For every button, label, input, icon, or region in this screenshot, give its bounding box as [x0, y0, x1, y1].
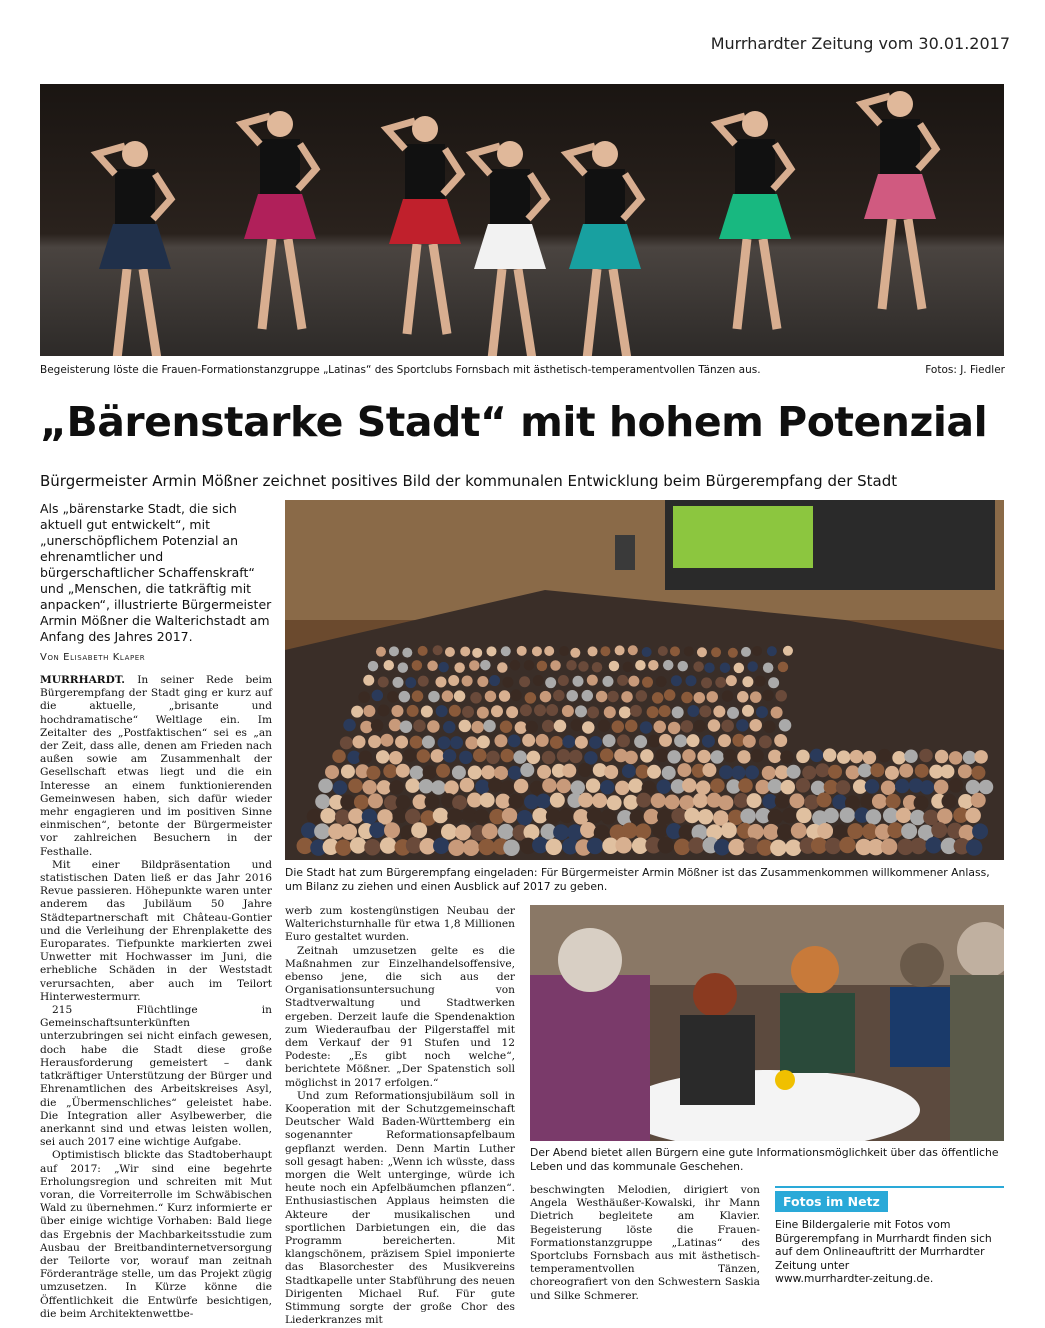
hall-photo: [285, 500, 1004, 860]
paragraph-text: In seiner Rede beim Bürgerempfang der Stadt ging er kurz auf die aktuelle, „brisante und hochdramatische“ Weltlage ein. Im Zeitalter des „Postfaktischen“ sei es „an der Zeit, dass alle, denen am Frieden nach außen sowie am Zusammenhalt der Gesellschaft etwas liegt und die ein Interesse an einem funktionierenden Gemeinwesen haben, sich dafür wieder mehr engagieren und im positiven Sinne einmischen“, betonte der Bürgermeister vor zahlreichen Besuchern in der Festhalle.: [40, 674, 272, 858]
dance-photo-image: [40, 84, 1004, 356]
photo-credit: Fotos: J. Fiedler: [925, 364, 1005, 376]
paragraph: 215 Flüchtlinge in Gemeinschaftsunterkünften unterzubringen sei nicht einfach gewesen, doch habe die Stadt diese große Herausforderung gemeistert – dank tatkräftiger Unterstützung der Bürger und Ehrenamtlichen des Arbeitskreises Asyl, die „Übermenschliches“ geleistet habe. Die Integration aller Asylbewerber, die anerkannt sind und etwas leisten wollen, sei auch 2017 eine wichtige Aufgabe.: [40, 1004, 272, 1149]
masthead-paper: Murrhardter Zeitung vom: [710, 34, 914, 53]
dance-photo: [40, 84, 1004, 356]
article-column-1: [40, 674, 272, 1321]
paragraph: Und zum Reformationsjubiläum soll in Kooperation mit der Schutzgemeinschaft Deutscher Wald Baden-Württemberg ein sogenannter Reformationsapfelbaum gepflanzt werden. Denn Martin Luther soll gesagt haben: „Wenn ich wüsste, dass morgen die Welt unterginge, würde ich heute noch ein Apfelbäumchen pflanzen“. Enthusiastischen Applaus heimsten die Akteure der musikalischen und sportlichen Darbietungen ein, die das Programm bereicherten. Mit klangschönem, präzisem Spiel imponierte das Blasorchester des Musikvereins Stadtkapelle unter Stabführung des neuen Dirigenten Michael Ruf. Für gute Stimmung sorgte der große Chor des Liederkranzes mit: [285, 1089, 515, 1327]
lead-paragraph: Als „bärenstarke Stadt, die sich aktuell gut entwickelt“, mit „unerschöpflichem Potenzial an ehrenamtlicher und bürgerschaftlicher Schaffenskraft“ und „Menschen, die tatkräftig mit anpacken“, illustrierte Bürgermeister Armin Mößner die Walterichstadt am Anfang des Jahres 2017.: [40, 501, 272, 644]
subheadline: Bürgermeister Armin Mößner zeichnet positives Bild der kommunalen Entwicklung beim Bürgerempfang der Stadt: [40, 472, 898, 490]
paragraph: werb zum kostengünstigen Neubau der Walterichsturnhalle für etwa 1,8 Millionen Euro gestaltet wurden.: [285, 905, 515, 944]
dance-photo-caption: Begeisterung löste die Frauen-Formationstanzgruppe „Latinas“ des Sportclubs Fornsbach mit ästhetisch-temperamentvollen Tänzen aus.: [40, 364, 761, 376]
paragraph: Optimistisch blickte das Stadtoberhaupt auf 2017: „Wir sind eine begehrte Erholungsregion und schreiten mit Mut voran, die Vorreiterrolle im Schwäbischen Wald zu übernehmen.“ Kurz informierte er über einige wichtige Vorhaben: Bald liege das Ergebnis der Machbarkeitsstudie zum Ausbau der Breitbandinternetversorgung der Teilorte vor, worauf man zeitnah Förderanträge stelle, um das Projekt zügig umzusetzen. In Kürze könne die Öffentlichkeit die Entwürfe besichtigen, die beim Architektenwettbe-: [40, 1149, 272, 1320]
headline: „Bärenstarke Stadt“ mit hohem Potenzial: [40, 398, 988, 446]
paragraph: Mit einer Bildpräsentation und statistischen Daten ließ er das Jahr 2016 Revue passieren. Höhepunkte waren unter anderem das Jubiläum 50 Jahre Städtepartnerschaft mit Château-Gontier und die Verleihung der Ehrenplakette des Europarates. Tiefpunkte markierten zwei Unwetter mit Hochwasser im Juni, die erhebliche Schäden in der Weststadt verursachten, aber auch im Teilort Hinterwestermurr.: [40, 858, 272, 1003]
paragraph: [40, 674, 272, 859]
info-box-text: Eine Bildergalerie mit Fotos vom Bürgerempfang in Murrhardt finden sich auf dem Onlineauftritt der Murrhardter Zeitung unter: [775, 1218, 992, 1272]
reception-photo: [530, 905, 1004, 1141]
info-box-title: Fotos im Netz: [775, 1191, 888, 1212]
article-column-3: [530, 1184, 760, 1303]
info-box: [775, 1186, 1004, 1286]
info-box-url[interactable]: www.murrhardter-zeitung.de.: [775, 1272, 934, 1285]
hall-photo-image: [285, 500, 1004, 860]
hall-photo-caption: Die Stadt hat zum Bürgerempfang eingeladen: Für Bürgermeister Armin Mößner ist das Zusammenkommen willkommener Anlass, um Bilanz zu ziehen und einen Ausblick auf 2017 zu geben.: [285, 866, 990, 893]
masthead: [680, 34, 1010, 53]
paragraph: Zeitnah umzusetzen gelte es die Maßnahmen zur Einzelhandelsoffensive, ebenso jene, die sich aus der Organisationsuntersuchung von Stadtverwaltung und Stadtwerken ergeben. Derzeit laufe die Spendenaktion zum Wiederaufbau der Pilgerstaffel mit dem Verkauf der 91 Stufen und 12 Podeste: „Es gibt noch welche“, berichtete Mößner. „Der Spatenstich soll möglichst in 2017 erfolgen.“: [285, 944, 515, 1089]
masthead-date: 30.01.2017: [918, 34, 1010, 53]
info-box-rule: [775, 1186, 1004, 1188]
byline: Von Elisabeth Klaper: [40, 652, 146, 663]
paragraph: beschwingten Melodien, dirigiert von Angela Westhäußer-Kowalski, ihr Mann Dietrich begleitete am Klavier. Begeisterung löste die Frauen-Formationstanzgruppe „Latinas“ des Sportclubs Fornsbach aus mit ästhetisch-temperamentvollen Tänzen, choreografiert von den Schwestern Saskia und Silke Schmerer.: [530, 1184, 760, 1302]
reception-photo-image: [530, 905, 1004, 1141]
article-column-2: [285, 905, 515, 1328]
dateline: MURRHARDT.: [40, 674, 125, 686]
reception-photo-caption: Der Abend bietet allen Bürgern eine gute Informationsmöglichkeit über das öffentliche Leben und das kommunale Geschehen.: [530, 1146, 999, 1173]
